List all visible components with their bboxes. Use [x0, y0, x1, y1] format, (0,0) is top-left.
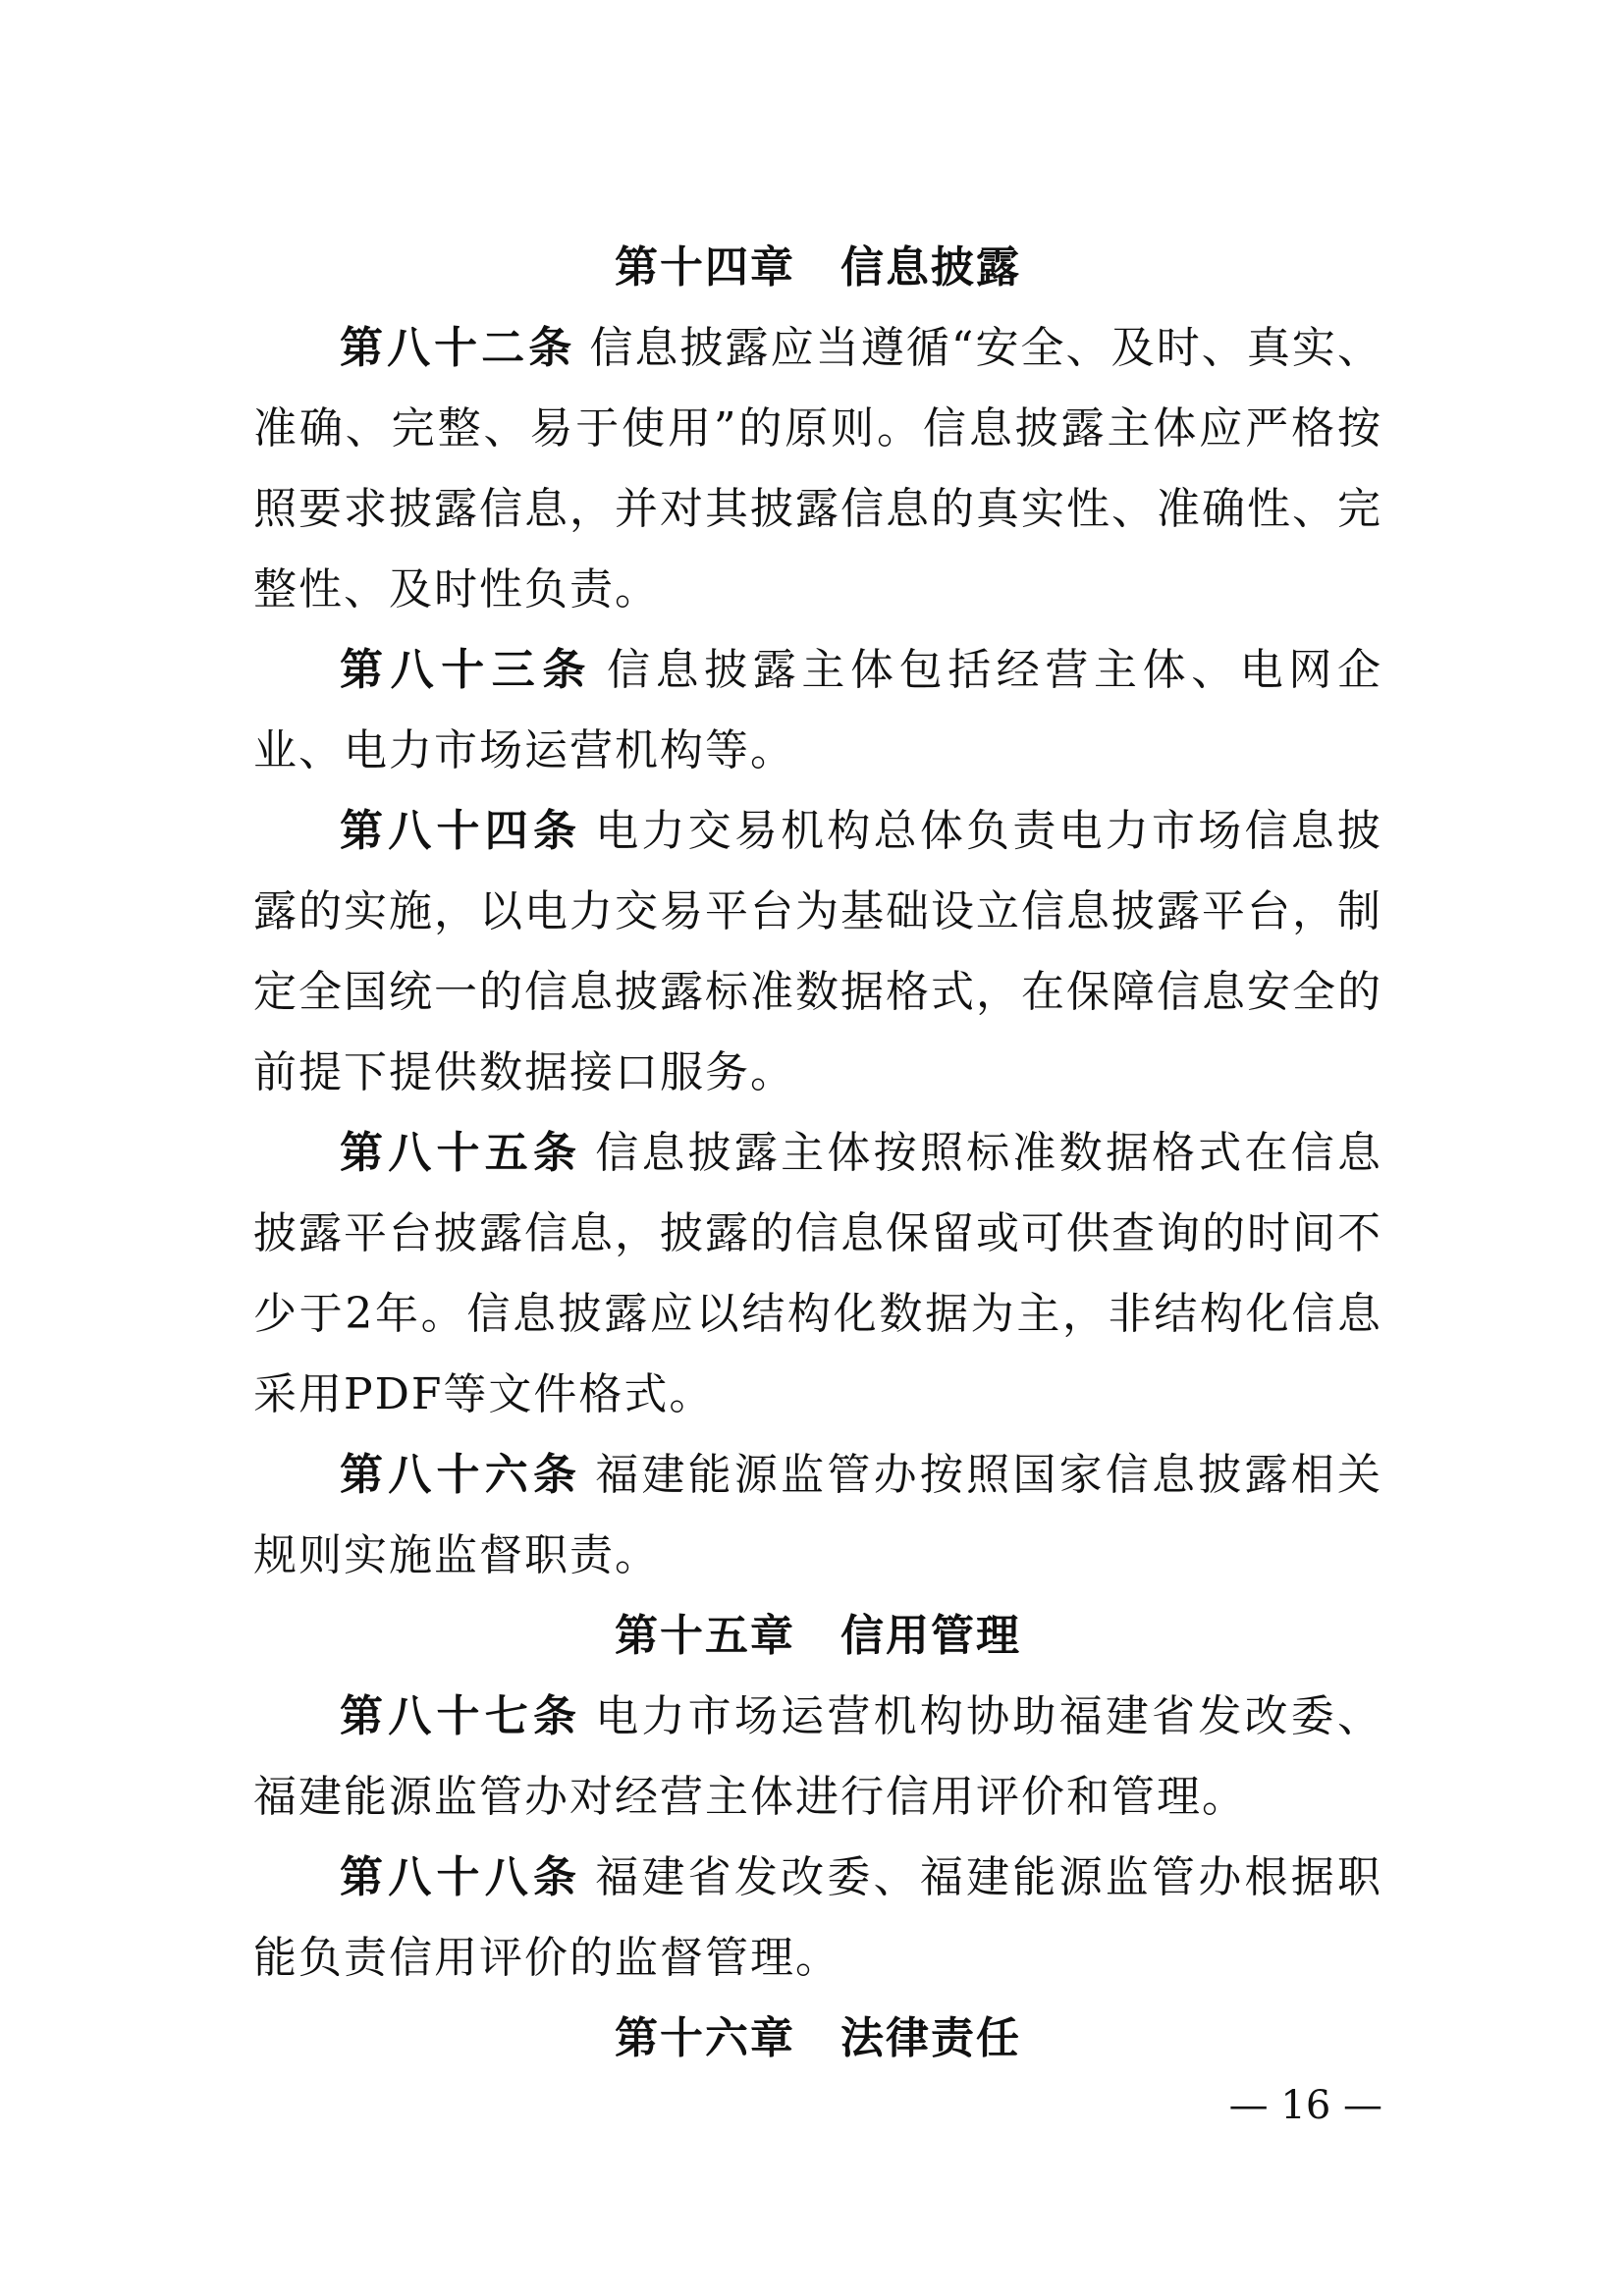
article-85 — [253, 1113, 1382, 1435]
article-86 — [253, 1435, 1382, 1596]
article-label: 第八十二条 — [340, 323, 576, 373]
article-label: 第八十四条 — [340, 806, 582, 856]
article-text: 信息披露主体包括经营主体、电网企业、电力市场运营机构等。 — [253, 645, 1382, 775]
article-text: 福建能源监管办按照国家信息披露相关规则实施监督职责。 — [253, 1450, 1383, 1580]
document-body — [253, 228, 1382, 2079]
article-text: 电力交易机构总体负责电力市场信息披露的实施，以电力交易平台为基础设立信息披露平台，制定全国统一的信息披露标准数据格式，在保障信息安全的前提下提供数据接口服务。 — [253, 806, 1383, 1097]
chapter-heading-14: 第十四章 信息披露 — [615, 242, 1021, 293]
article-label: 第八十七条 — [340, 1691, 582, 1741]
article-text: 电力市场运营机构协助福建省发改委、福建能源监管办对经营主体进行信用评价和管理。 — [253, 1691, 1383, 1822]
article-88 — [253, 1838, 1382, 1999]
article-text: 福建省发改委、福建能源监管办根据职能负责信用评价的监督管理。 — [253, 1852, 1383, 1983]
article-83 — [253, 630, 1382, 791]
article-87 — [253, 1677, 1382, 1838]
article-text: 信息披露主体按照标准数据格式在信息披露平台披露信息，披露的信息保留或可供查询的时间不少于2年。信息披露应以结构化数据为主，非结构化信息采用PDF等文件格式。 — [253, 1128, 1383, 1419]
article-84 — [253, 791, 1382, 1113]
article-label: 第八十五条 — [340, 1128, 582, 1178]
article-label: 第八十三条 — [340, 645, 593, 695]
article-82 — [253, 308, 1382, 630]
article-text: 信息披露应当遵循“安全、及时、真实、准确、完整、易于使用”的原则。信息披露主体应严格按照要求披露信息，并对其披露信息的真实性、准确性、完整性、及时性负责。 — [253, 323, 1382, 614]
article-label: 第八十八条 — [340, 1852, 582, 1902]
chapter-heading-15: 第十五章 信用管理 — [615, 1611, 1021, 1661]
article-label: 第八十六条 — [340, 1450, 582, 1500]
page-number: — 16 — — [1228, 2083, 1382, 2128]
chapter-heading-16: 第十六章 法律责任 — [615, 2013, 1021, 2063]
